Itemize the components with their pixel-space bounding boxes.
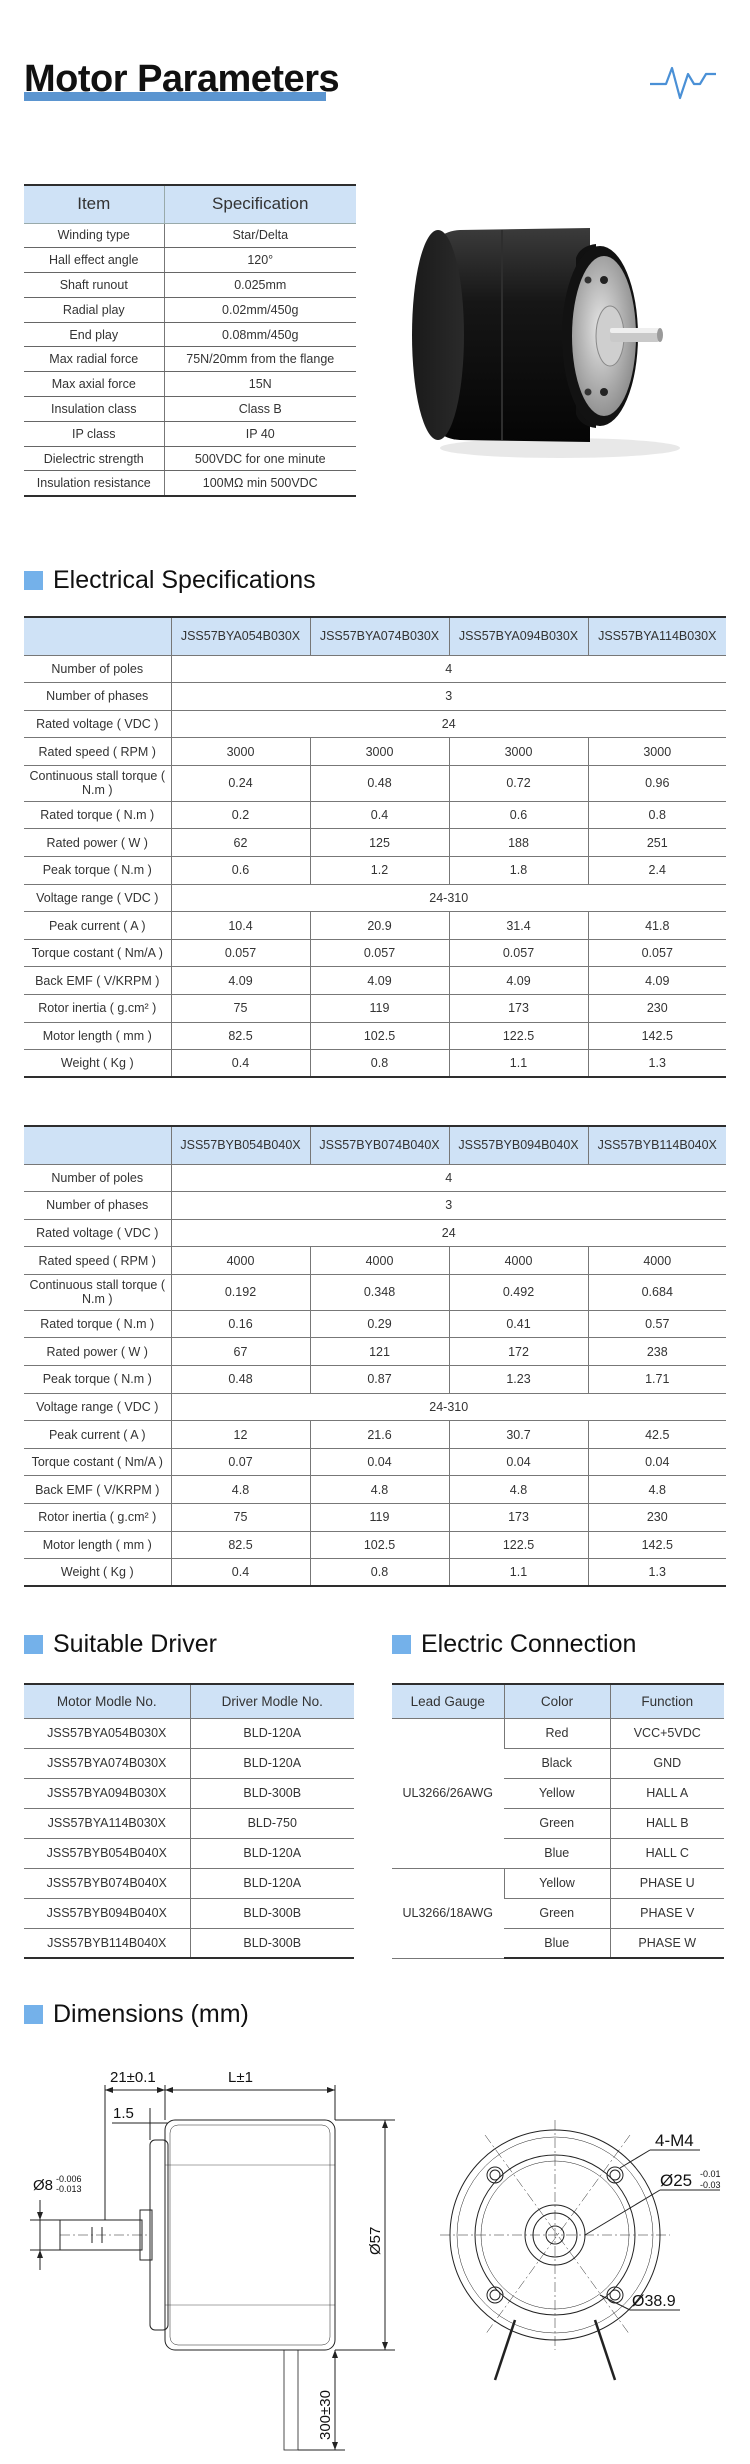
table-row <box>24 1192 726 1220</box>
cell: 4.8 <box>588 1476 726 1504</box>
param-label: Max axial force <box>24 372 164 397</box>
row-label: Number of poles <box>24 655 171 683</box>
column-header: Item <box>24 185 164 223</box>
table-row <box>24 273 356 298</box>
cell: 0.4 <box>310 801 449 829</box>
cell: 188 <box>449 829 588 857</box>
table-row <box>24 1504 726 1532</box>
cell: 230 <box>588 1504 726 1532</box>
dim-57-label: Ø57 <box>367 2226 384 2255</box>
cell: 4000 <box>449 1247 588 1275</box>
table-row <box>24 1928 354 1958</box>
column-header: Color <box>504 1684 610 1718</box>
motor-model: JSS57BYB094B040X <box>24 1898 190 1928</box>
driver-model: BLD-120A <box>190 1838 354 1868</box>
cell: 3000 <box>310 738 449 766</box>
cell: 0.348 <box>310 1274 449 1310</box>
cell: 3000 <box>171 738 310 766</box>
driver-model: BLD-120A <box>190 1868 354 1898</box>
lead-gauge: UL3266/18AWG <box>392 1868 504 1958</box>
motor-model: JSS57BYA054B030X <box>24 1718 190 1748</box>
dim-300-label: 300±30 <box>317 2390 334 2440</box>
cell: 4000 <box>310 1247 449 1275</box>
motor-model: JSS57BYA074B030X <box>24 1748 190 1778</box>
motor-model: JSS57BYA114B030X <box>24 1808 190 1838</box>
cell: 0.057 <box>588 939 726 967</box>
parameter-table <box>24 184 356 497</box>
model-header: JSS57BYA094B030X <box>449 617 588 655</box>
row-label: Rated speed ( RPM ) <box>24 1247 171 1275</box>
cell: 0.04 <box>588 1448 726 1476</box>
wire-color: Yellow <box>504 1868 610 1898</box>
cell: 251 <box>588 829 726 857</box>
model-header: JSS57BYB054B040X <box>171 1126 310 1164</box>
cell: 75 <box>171 1504 310 1532</box>
row-label: Number of poles <box>24 1164 171 1192</box>
cell: 4.09 <box>171 967 310 995</box>
table-row <box>24 1274 726 1310</box>
wire-function: PHASE U <box>610 1868 724 1898</box>
cell: 0.04 <box>449 1448 588 1476</box>
wire-color: Green <box>504 1808 610 1838</box>
driver-model: BLD-120A <box>190 1748 354 1778</box>
cell: 41.8 <box>588 912 726 940</box>
dim-25-tol-upper: -0.01 <box>700 2169 721 2179</box>
row-label: Back EMF ( V/KRPM ) <box>24 967 171 995</box>
cell: 1.1 <box>449 1050 588 1078</box>
cell: 0.07 <box>171 1448 310 1476</box>
wire-function: HALL C <box>610 1838 724 1868</box>
motor-body-outline <box>165 2120 335 2350</box>
table-row <box>24 397 356 422</box>
table-row <box>24 248 356 273</box>
table-row <box>24 1531 726 1559</box>
electrical-table-a <box>24 616 726 1078</box>
cell: 0.057 <box>171 939 310 967</box>
cell: 1.71 <box>588 1366 726 1394</box>
row-label: Rated power ( W ) <box>24 829 171 857</box>
table-row <box>24 1164 726 1192</box>
cell: 0.04 <box>310 1448 449 1476</box>
param-value: 100MΩ min 500VDC <box>164 471 356 496</box>
cell: 0.29 <box>310 1310 449 1338</box>
row-label: Rotor inertia ( g.cm² ) <box>24 995 171 1023</box>
cell: 42.5 <box>588 1421 726 1449</box>
row-label: Rotor inertia ( g.cm² ) <box>24 1504 171 1532</box>
param-value: 15N <box>164 372 356 397</box>
table-row <box>24 1868 354 1898</box>
table-row <box>24 829 726 857</box>
row-label: Voltage range ( VDC ) <box>24 884 171 912</box>
table-row <box>24 884 726 912</box>
cell: 4.8 <box>449 1476 588 1504</box>
driver-table <box>24 1683 354 1959</box>
page-title: Motor Parameters <box>24 58 340 100</box>
table-row <box>24 967 726 995</box>
cell: 0.057 <box>449 939 588 967</box>
cell: 4.09 <box>588 967 726 995</box>
cell: 172 <box>449 1338 588 1366</box>
electrical-table-b <box>24 1125 726 1587</box>
section-header <box>24 2000 249 2029</box>
table-row <box>24 1898 354 1928</box>
row-label: Rated voltage ( VDC ) <box>24 710 171 738</box>
cell: 1.1 <box>449 1559 588 1587</box>
merged-value: 24 <box>171 1219 726 1247</box>
motor-model: JSS57BYB114B040X <box>24 1928 190 1958</box>
table-row <box>24 446 356 471</box>
table-row <box>24 857 726 885</box>
table-row <box>24 655 726 683</box>
cell: 0.48 <box>310 765 449 801</box>
front-view <box>440 2120 720 2380</box>
cell: 0.6 <box>171 857 310 885</box>
row-label: Number of phases <box>24 683 171 711</box>
param-value: Star/Delta <box>164 223 356 248</box>
cell: 1.3 <box>588 1559 726 1587</box>
param-label: Insulation class <box>24 397 164 422</box>
dim-21-label: 21±0.1 <box>110 2069 156 2086</box>
cell: 67 <box>171 1338 310 1366</box>
table-row <box>24 1022 726 1050</box>
wire-color: Black <box>504 1748 610 1778</box>
table-header-row <box>24 617 726 655</box>
wire-function: VCC+5VDC <box>610 1718 724 1748</box>
merged-value: 4 <box>171 655 726 683</box>
dim-4m4-label: 4-M4 <box>655 2131 694 2150</box>
column-header: Function <box>610 1684 724 1718</box>
column-header: Driver Modle No. <box>190 1684 354 1718</box>
empty-header-cell <box>24 617 171 655</box>
cell: 0.492 <box>449 1274 588 1310</box>
table-row <box>24 1718 354 1748</box>
cell: 0.8 <box>310 1559 449 1587</box>
dim-38-9-label: Ø38.9 <box>632 2293 676 2310</box>
dim-25-tol-lower: -0.03 <box>700 2180 721 2190</box>
wire-color: Blue <box>504 1928 610 1958</box>
table-row <box>24 1338 726 1366</box>
param-value: 0.02mm/450g <box>164 297 356 322</box>
cell: 125 <box>310 829 449 857</box>
param-value: 0.08mm/450g <box>164 322 356 347</box>
cell: 0.057 <box>310 939 449 967</box>
section-title: Dimensions (mm) <box>53 2000 249 2028</box>
row-label: Rated power ( W ) <box>24 1338 171 1366</box>
row-label: Weight ( Kg ) <box>24 1050 171 1078</box>
cell: 1.3 <box>588 1050 726 1078</box>
cell: 238 <box>588 1338 726 1366</box>
dim-shaft-label: Ø8 <box>33 2177 54 2194</box>
cell: 82.5 <box>171 1022 310 1050</box>
cell: 3000 <box>449 738 588 766</box>
cell: 0.4 <box>171 1559 310 1587</box>
driver-model: BLD-300B <box>190 1778 354 1808</box>
section-header <box>24 566 316 595</box>
param-label: Max radial force <box>24 347 164 372</box>
row-label: Peak torque ( N.m ) <box>24 1366 171 1394</box>
row-label: Peak torque ( N.m ) <box>24 857 171 885</box>
merged-value: 3 <box>171 683 726 711</box>
cell: 142.5 <box>588 1022 726 1050</box>
row-label: Number of phases <box>24 1192 171 1220</box>
cell: 4000 <box>171 1247 310 1275</box>
cell: 31.4 <box>449 912 588 940</box>
table-row <box>24 939 726 967</box>
wire-function: HALL A <box>610 1778 724 1808</box>
row-label: Motor length ( mm ) <box>24 1531 171 1559</box>
driver-model: BLD-750 <box>190 1808 354 1838</box>
cell: 142.5 <box>588 1531 726 1559</box>
model-header: JSS57BYB114B040X <box>588 1126 726 1164</box>
column-header: Specification <box>164 185 356 223</box>
cell: 119 <box>310 1504 449 1532</box>
dim-25-label: Ø25 <box>660 2171 693 2190</box>
table-row <box>24 1778 354 1808</box>
table-header-row <box>24 1684 354 1718</box>
cell: 4.09 <box>449 967 588 995</box>
cell: 4.8 <box>310 1476 449 1504</box>
row-label: Torque costant ( Nm/A ) <box>24 1448 171 1476</box>
row-label: Motor length ( mm ) <box>24 1022 171 1050</box>
table-row <box>24 683 726 711</box>
model-header: JSS57BYA054B030X <box>171 617 310 655</box>
wire-function: PHASE V <box>610 1898 724 1928</box>
cell: 21.6 <box>310 1421 449 1449</box>
param-label: Shaft runout <box>24 273 164 298</box>
table-row <box>24 1310 726 1338</box>
pulse-icon <box>648 62 718 102</box>
cell: 230 <box>588 995 726 1023</box>
table-row <box>24 995 726 1023</box>
motor-model: JSS57BYB074B040X <box>24 1868 190 1898</box>
wire-color: Red <box>504 1718 610 1748</box>
cell: 75 <box>171 995 310 1023</box>
row-label: Weight ( Kg ) <box>24 1559 171 1587</box>
wire-function: GND <box>610 1748 724 1778</box>
empty-header-cell <box>24 1126 171 1164</box>
param-label: Dielectric strength <box>24 446 164 471</box>
cell: 0.48 <box>171 1366 310 1394</box>
cell: 0.96 <box>588 765 726 801</box>
row-label: Back EMF ( V/KRPM ) <box>24 1476 171 1504</box>
column-header: Lead Gauge <box>392 1684 504 1718</box>
row-label: Rated voltage ( VDC ) <box>24 1219 171 1247</box>
table-row <box>24 1559 726 1587</box>
cell: 0.72 <box>449 765 588 801</box>
cell: 0.6 <box>449 801 588 829</box>
model-header: JSS57BYB074B040X <box>310 1126 449 1164</box>
motor-model: JSS57BYB054B040X <box>24 1838 190 1868</box>
section-header <box>24 1630 217 1659</box>
param-label: Winding type <box>24 223 164 248</box>
merged-value: 24 <box>171 710 726 738</box>
section-header <box>392 1630 636 1659</box>
model-header: JSS57BYA074B030X <box>310 617 449 655</box>
cell: 122.5 <box>449 1531 588 1559</box>
dim-shaft-tol-lower: -0.013 <box>56 2184 82 2194</box>
cell: 20.9 <box>310 912 449 940</box>
table-row <box>24 801 726 829</box>
column-header: Motor Modle No. <box>24 1684 190 1718</box>
cell: 2.4 <box>588 857 726 885</box>
cell: 0.2 <box>171 801 310 829</box>
model-header: JSS57BYA114B030X <box>588 617 726 655</box>
row-label: Voltage range ( VDC ) <box>24 1393 171 1421</box>
merged-value: 4 <box>171 1164 726 1192</box>
merged-value: 24-310 <box>171 1393 726 1421</box>
table-row <box>24 421 356 446</box>
cell: 0.192 <box>171 1274 310 1310</box>
table-header-row <box>24 185 356 223</box>
cell: 12 <box>171 1421 310 1449</box>
section-title: Electric Connection <box>421 1630 637 1658</box>
section-marker-icon <box>24 571 43 590</box>
cell: 0.8 <box>588 801 726 829</box>
dim-1-5-label: 1.5 <box>113 2105 134 2122</box>
wire-color: Yellow <box>504 1778 610 1808</box>
table-header-row <box>392 1684 724 1718</box>
cell: 173 <box>449 995 588 1023</box>
table-row <box>24 912 726 940</box>
table-row <box>24 1421 726 1449</box>
table-row <box>24 1748 354 1778</box>
row-label: Continuous stall torque ( N.m ) <box>24 765 171 801</box>
table-row <box>24 765 726 801</box>
driver-model: BLD-300B <box>190 1898 354 1928</box>
cell: 173 <box>449 1504 588 1532</box>
cell: 0.41 <box>449 1310 588 1338</box>
wire-function: HALL B <box>610 1808 724 1838</box>
model-header: JSS57BYB094B040X <box>449 1126 588 1164</box>
table-row <box>24 1808 354 1838</box>
lead-gauge: UL3266/26AWG <box>392 1718 504 1868</box>
table-row <box>24 347 356 372</box>
cell: 4.09 <box>310 967 449 995</box>
cell: 1.8 <box>449 857 588 885</box>
cell: 0.87 <box>310 1366 449 1394</box>
merged-value: 24-310 <box>171 884 726 912</box>
row-label: Peak current ( A ) <box>24 912 171 940</box>
param-label: Hall effect angle <box>24 248 164 273</box>
table-row <box>24 1838 354 1868</box>
table-row <box>24 1247 726 1275</box>
section-title: Electrical Specifications <box>53 566 316 594</box>
row-label: Peak current ( A ) <box>24 1421 171 1449</box>
section-marker-icon <box>24 1635 43 1654</box>
table-row <box>24 471 356 496</box>
motor-model: JSS57BYA094B030X <box>24 1778 190 1808</box>
cell: 0.684 <box>588 1274 726 1310</box>
table-row <box>392 1868 724 1898</box>
table-row <box>24 223 356 248</box>
cell: 102.5 <box>310 1531 449 1559</box>
section-marker-icon <box>392 1635 411 1654</box>
wire-color: Green <box>504 1898 610 1928</box>
driver-model: BLD-120A <box>190 1718 354 1748</box>
cell: 0.24 <box>171 765 310 801</box>
table-row <box>24 1476 726 1504</box>
wire-color: Blue <box>504 1838 610 1868</box>
cell: 4000 <box>588 1247 726 1275</box>
table-row <box>24 1393 726 1421</box>
cell: 82.5 <box>171 1531 310 1559</box>
row-label: Rated torque ( N.m ) <box>24 1310 171 1338</box>
cell: 122.5 <box>449 1022 588 1050</box>
param-value: IP 40 <box>164 421 356 446</box>
table-header-row <box>24 1126 726 1164</box>
cell: 30.7 <box>449 1421 588 1449</box>
cell: 3000 <box>588 738 726 766</box>
section-title: Suitable Driver <box>53 1630 217 1658</box>
table-row <box>24 738 726 766</box>
table-row <box>392 1718 724 1748</box>
row-label: Rated speed ( RPM ) <box>24 738 171 766</box>
dim-shaft-tol-upper: -0.006 <box>56 2174 82 2184</box>
cell: 1.2 <box>310 857 449 885</box>
param-label: Radial play <box>24 297 164 322</box>
cell: 0.16 <box>171 1310 310 1338</box>
cell: 119 <box>310 995 449 1023</box>
section-marker-icon <box>24 2005 43 2024</box>
table-row <box>24 297 356 322</box>
dim-length-label: L±1 <box>228 2069 253 2086</box>
table-row <box>24 322 356 347</box>
cell: 10.4 <box>171 912 310 940</box>
table-row <box>24 1050 726 1078</box>
table-row <box>24 710 726 738</box>
cell: 102.5 <box>310 1022 449 1050</box>
merged-value: 3 <box>171 1192 726 1220</box>
table-row <box>24 1448 726 1476</box>
cell: 0.57 <box>588 1310 726 1338</box>
cell: 121 <box>310 1338 449 1366</box>
param-value: 120° <box>164 248 356 273</box>
driver-model: BLD-300B <box>190 1928 354 1958</box>
param-value: 75N/20mm from the flange <box>164 347 356 372</box>
table-row <box>24 372 356 397</box>
param-value: 500VDC for one minute <box>164 446 356 471</box>
dimension-drawing <box>0 2050 750 2460</box>
cell: 4.8 <box>171 1476 310 1504</box>
param-label: Insulation resistance <box>24 471 164 496</box>
cell: 0.8 <box>310 1050 449 1078</box>
row-label: Torque costant ( Nm/A ) <box>24 939 171 967</box>
motor-image <box>390 210 730 470</box>
param-value: 0.025mm <box>164 273 356 298</box>
row-label: Continuous stall torque ( N.m ) <box>24 1274 171 1310</box>
param-label: IP class <box>24 421 164 446</box>
cell: 0.4 <box>171 1050 310 1078</box>
row-label: Rated torque ( N.m ) <box>24 801 171 829</box>
param-label: End play <box>24 322 164 347</box>
wire-function: PHASE W <box>610 1928 724 1958</box>
table-row <box>24 1219 726 1247</box>
table-row <box>24 1366 726 1394</box>
param-value: Class B <box>164 397 356 422</box>
cell: 62 <box>171 829 310 857</box>
connection-table <box>392 1683 724 1959</box>
cell: 1.23 <box>449 1366 588 1394</box>
